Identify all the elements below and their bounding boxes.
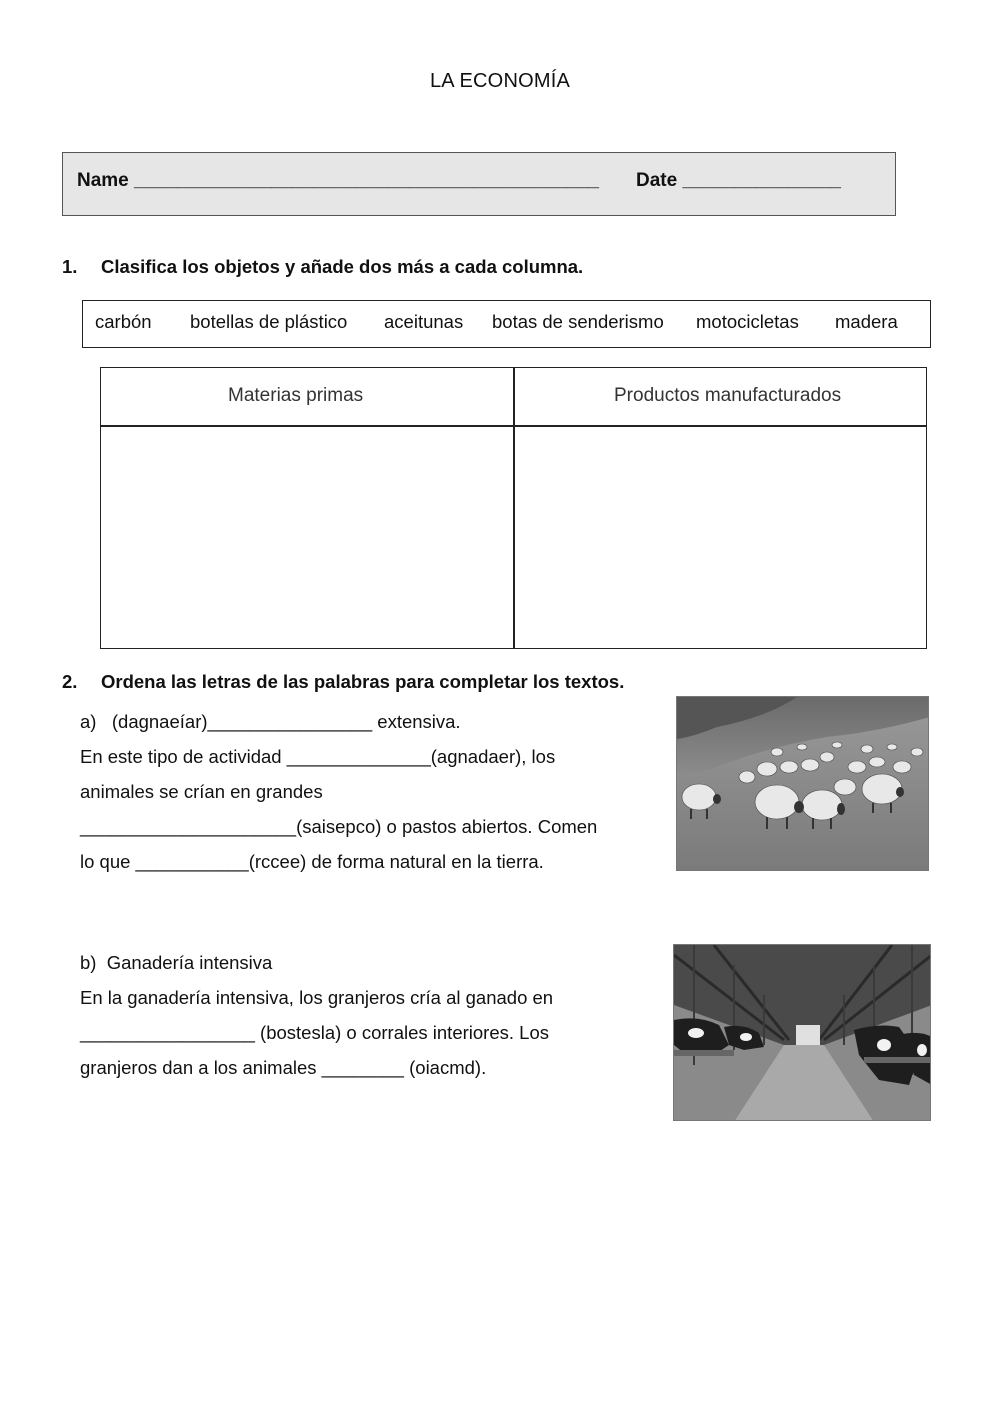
- question-1-title: [62, 256, 583, 278]
- part-b-line: En la ganadería intensiva, los granjeros cría al ganado en: [80, 987, 554, 1008]
- answer-cell-raw-materials[interactable]: [101, 427, 512, 648]
- part-a-line: lo que ___________(rccee) de forma natural en la tierra.: [80, 851, 544, 872]
- question-1-number: 1.: [62, 256, 78, 277]
- name-date-box: [62, 152, 896, 216]
- word-bank-item: madera: [835, 311, 898, 332]
- part-b-line: b) Ganadería intensiva: [80, 952, 273, 973]
- part-a-line: a) (dagnaeíar)________________ extensiva.: [80, 711, 461, 732]
- part-a-line: _____________________(saisepco) o pastos abiertos. Comen: [80, 816, 598, 837]
- name-field[interactable]: Name ____________________________________________: [77, 170, 599, 191]
- word-bank-item: motocicletas: [696, 311, 799, 332]
- word-bank-item: botellas de plástico: [190, 311, 348, 332]
- question-2-title: [62, 671, 624, 693]
- word-bank-item: aceitunas: [384, 311, 464, 332]
- column-header-manufactured: Productos manufacturados: [614, 385, 842, 406]
- part-b-line: granjeros dan a los animales ________ (oiacmd).: [80, 1057, 487, 1078]
- sheep-pasture-photo: [676, 696, 929, 871]
- word-bank-item: botas de senderismo: [492, 311, 664, 332]
- answer-cell-manufactured[interactable]: [515, 427, 926, 648]
- page-title: LA ECONOMÍA: [429, 70, 570, 92]
- word-bank: [82, 300, 931, 348]
- date-field[interactable]: Date _______________: [636, 170, 841, 191]
- part-a-line: En este tipo de actividad ______________(agnadaer), los: [80, 746, 556, 767]
- part-b-line: _________________ (bostesla) o corrales interiores. Los: [80, 1022, 549, 1043]
- question-1-text: Clasifica los objetos y añade dos más a cada columna.: [101, 256, 584, 277]
- classification-table: [100, 367, 927, 649]
- part-a-line: animales se crían en grandes: [80, 781, 323, 802]
- question-2-text: Ordena las letras de las palabras para completar los textos.: [101, 671, 625, 692]
- column-header-raw-materials: Materias primas: [228, 385, 364, 406]
- word-bank-item: carbón: [95, 311, 152, 332]
- cow-barn-photo: [673, 944, 931, 1121]
- question-2-number: 2.: [62, 671, 78, 692]
